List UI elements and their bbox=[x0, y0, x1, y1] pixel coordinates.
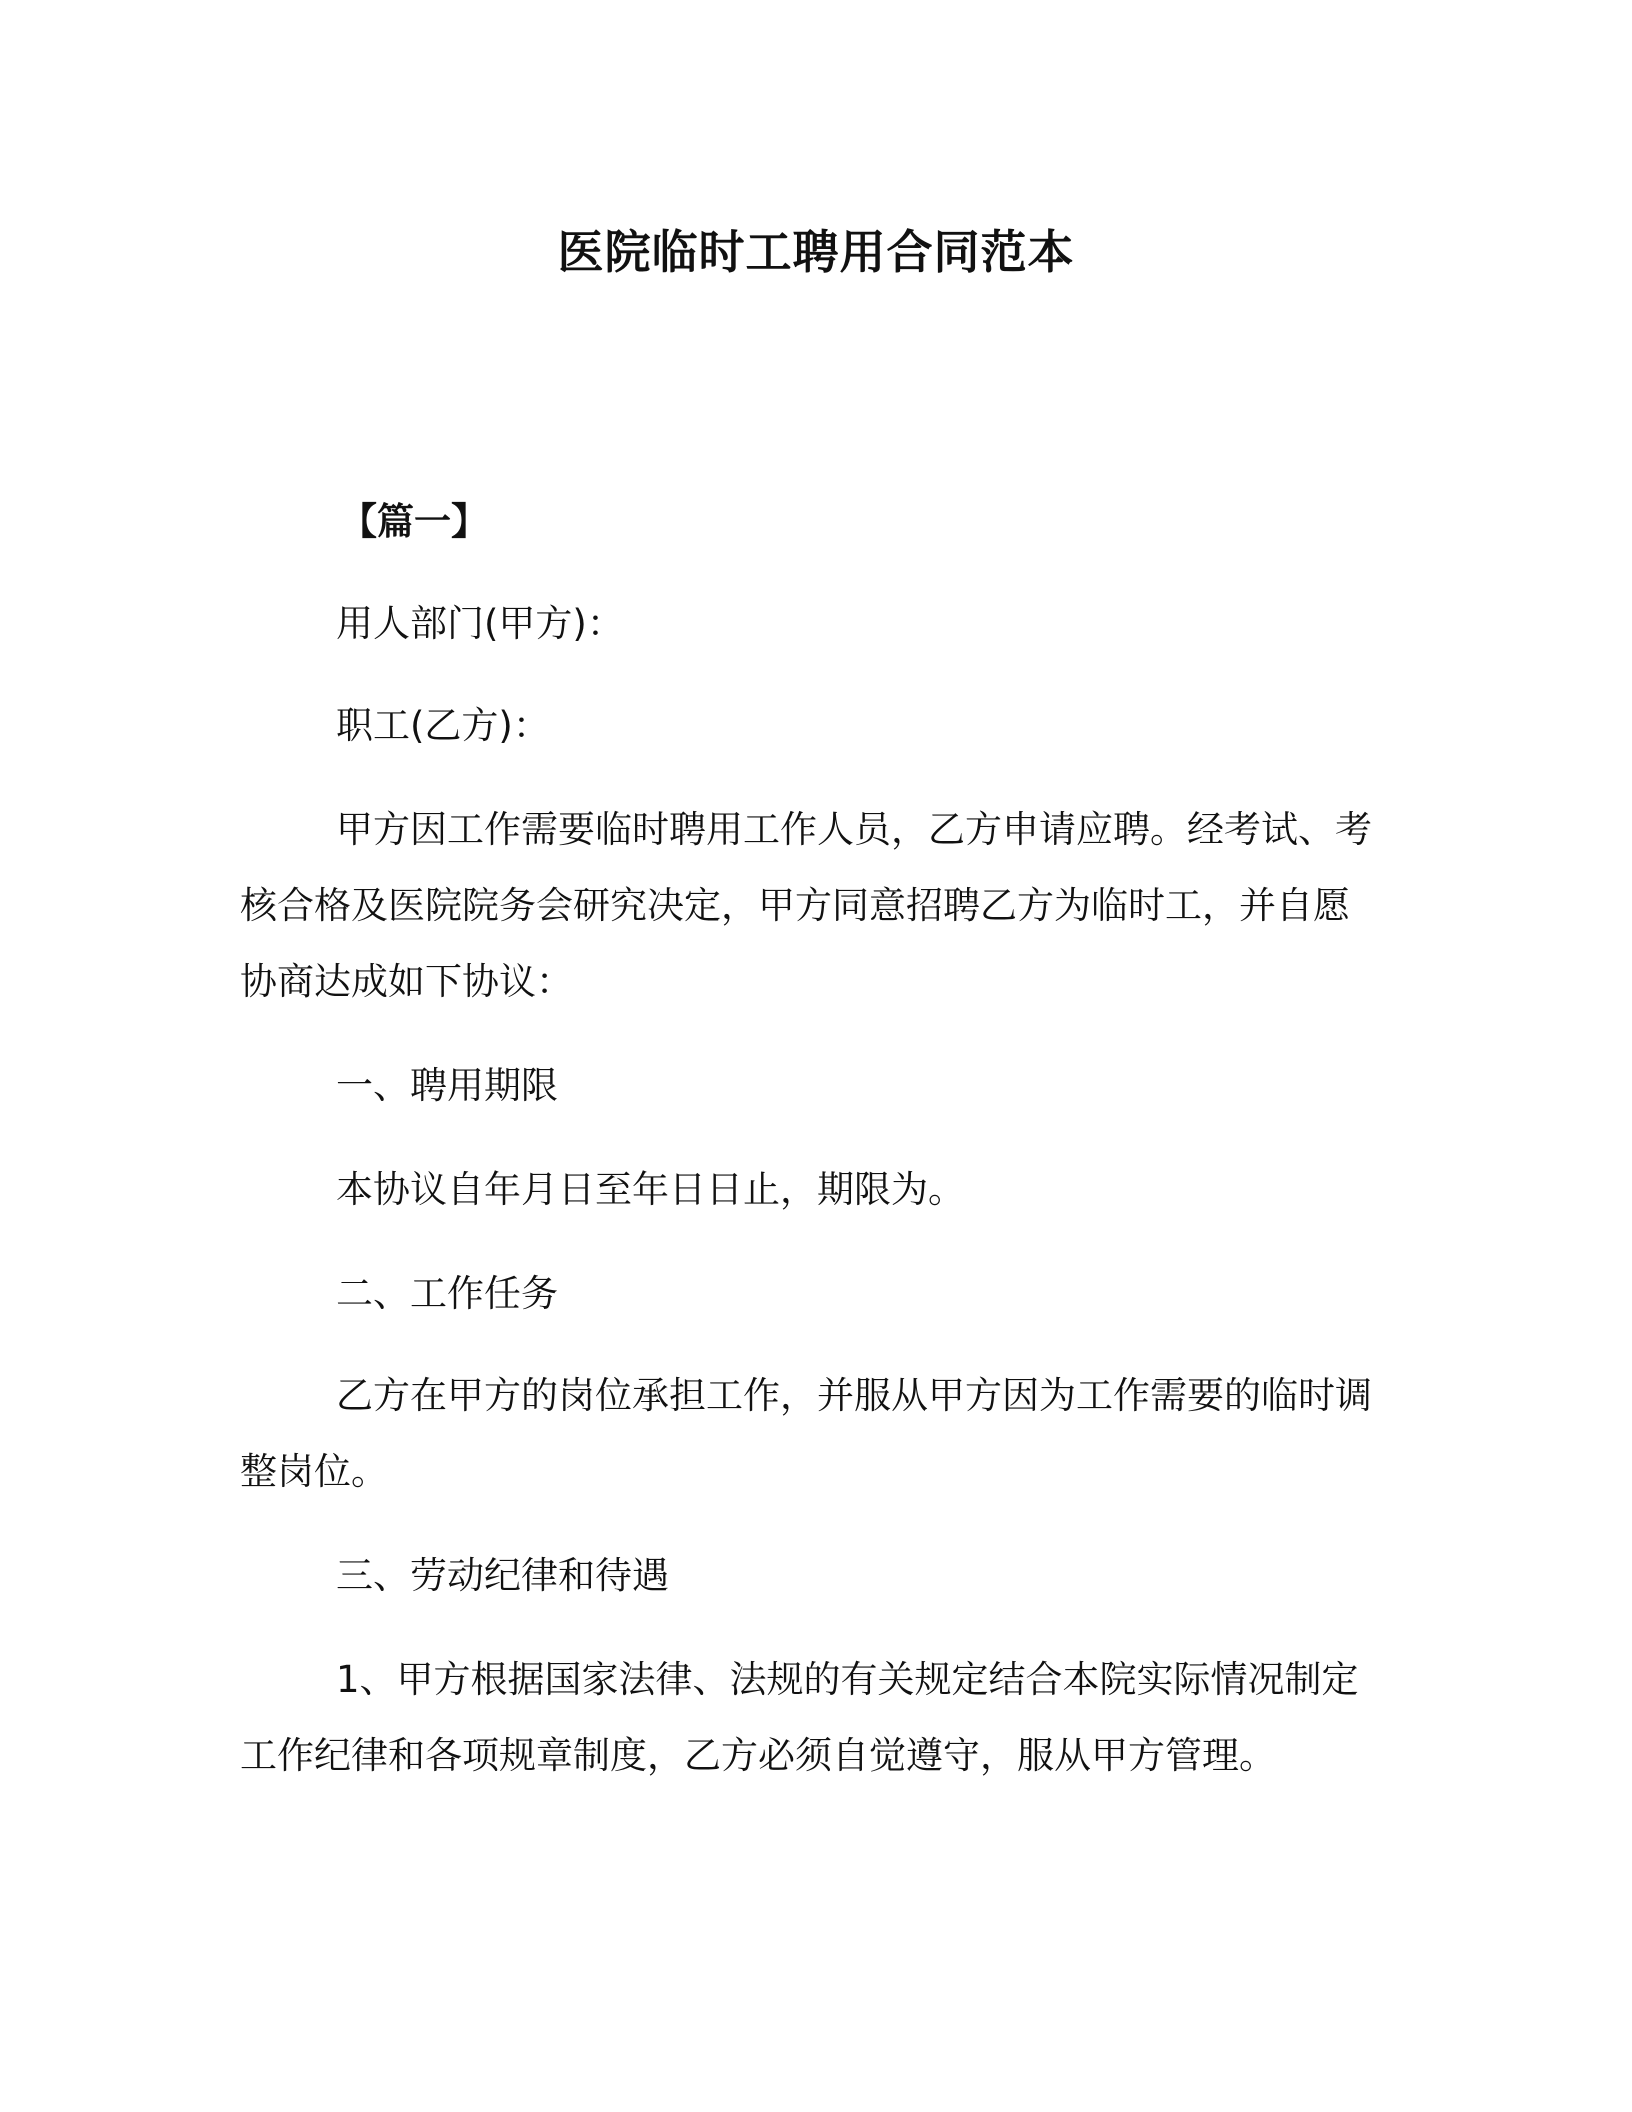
party-b-label: 职工(乙方)： bbox=[336, 704, 550, 747]
clause-2-line-2: 整岗位。 bbox=[240, 1450, 388, 1493]
intro-line-2: 核合格及医院院务会研究决定，甲方同意招聘乙方为临时工，并自愿 bbox=[240, 884, 1350, 927]
clause-2-heading: 二、工作任务 bbox=[336, 1272, 558, 1315]
document-title: 医院临时工聘用合同范本 bbox=[557, 225, 1075, 279]
clause-3-item-1-line-1: 1、甲方根据国家法律、法规的有关规定结合本院实际情况制定 bbox=[336, 1658, 1359, 1701]
intro-line-3: 协商达成如下协议： bbox=[240, 960, 573, 1003]
party-a-label: 用人部门(甲方)： bbox=[336, 602, 624, 645]
clause-1-text: 本协议自年月日至年日日止，期限为。 bbox=[336, 1168, 965, 1211]
intro-line-1: 甲方因工作需要临时聘用工作人员，乙方申请应聘。经考试、考 bbox=[336, 808, 1372, 851]
clause-1-heading: 一、聘用期限 bbox=[336, 1064, 558, 1107]
section-label: 【篇一】 bbox=[340, 500, 488, 543]
clause-3-heading: 三、劳动纪律和待遇 bbox=[336, 1554, 669, 1597]
clause-2-line-1: 乙方在甲方的岗位承担工作，并服从甲方因为工作需要的临时调 bbox=[336, 1374, 1372, 1417]
clause-3-item-1-line-2: 工作纪律和各项规章制度，乙方必须自觉遵守，服从甲方管理。 bbox=[240, 1734, 1276, 1777]
